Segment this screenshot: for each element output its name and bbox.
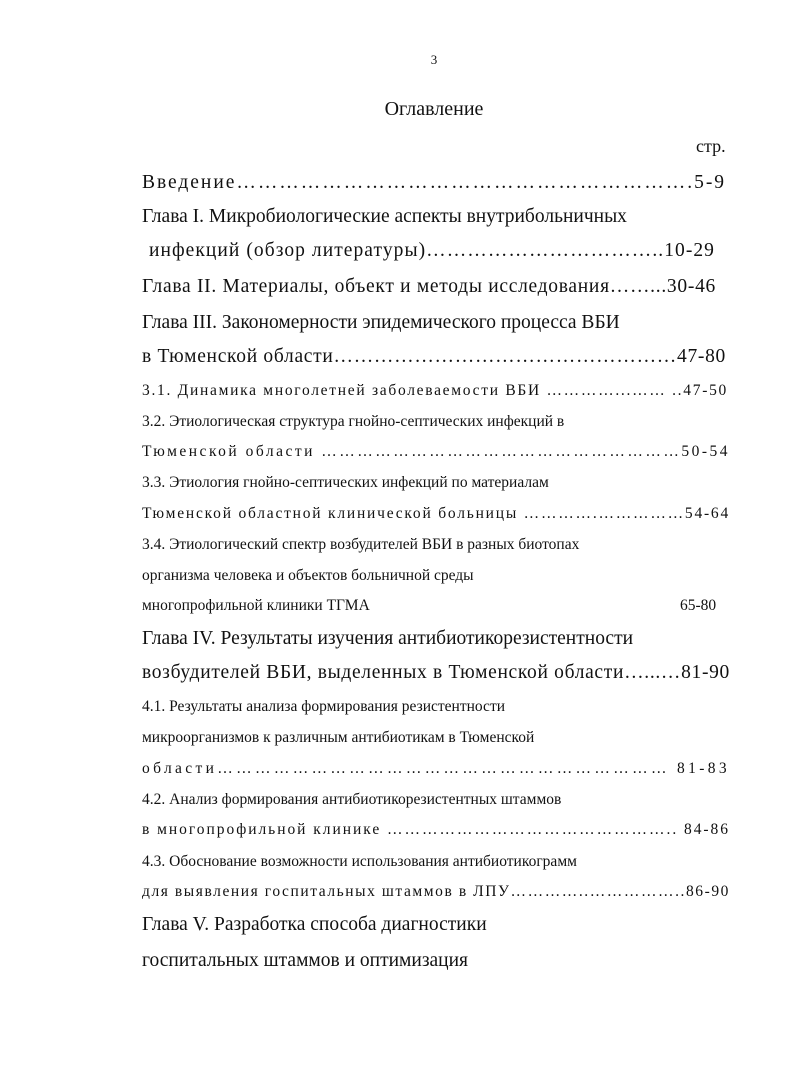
- toc-entry-3-1: 3.1. Динамика многолетней заболеваемости ВБИ …………...…… ..47-50: [142, 382, 728, 399]
- toc-entry-3-2: 3.2. Этиологическая структура гнойно-септических инфекций в: [142, 413, 565, 430]
- toc-entry-4-1: 4.1. Результаты анализа формирования резистентности: [142, 698, 506, 715]
- toc-entry-chapter-5: Глава V. Разработка способа диагностики: [142, 914, 487, 935]
- toc-entry-3-2-cont: Тюменской области ……………………………………………………50-54: [142, 443, 730, 460]
- page-number: 3: [430, 52, 438, 67]
- toc-entry-chapter-4-cont: возбудителей ВБИ, выделенных в Тюменской области…...…81-90: [142, 662, 730, 683]
- toc-entry-chapter-2: Глава II. Материалы, объект и методы исследования……...30-46: [142, 276, 716, 297]
- toc-entry-3-4: 3.4. Этиологический спектр возбудителей ВБИ в разных биотопах: [142, 536, 580, 553]
- toc-entry-introduction: Введение……………………………………………………….5-9: [142, 172, 726, 193]
- toc-entry-3-3: 3.3. Этиология гнойно-септических инфекций по материалам: [142, 474, 549, 491]
- toc-entry-3-4-cont-2: многопрофильной клиники ТГМА: [142, 597, 370, 614]
- toc-entry-4-3: 4.3. Обоснование возможности использования антибиотикограмм: [142, 853, 577, 870]
- toc-entry-3-4-pages: 65-80: [680, 597, 717, 614]
- toc-entry-4-2-cont: в многопрофильной клинике ………………………………………….. 84-86: [142, 821, 730, 838]
- toc-entry-chapter-3: Глава III. Закономерности эпидемического процесса ВБИ: [142, 312, 620, 333]
- toc-entry-chapter-5-cont: госпитальных штаммов и оптимизация: [142, 950, 469, 971]
- toc-title: Оглавление: [384, 98, 484, 120]
- toc-entry-3-4-cont: организма человека и объектов больничной среды: [142, 567, 474, 584]
- toc-entry-4-3-cont: для выявления госпитальных штаммов в ЛПУ…………..……………..86-90: [142, 883, 730, 900]
- toc-entry-chapter-3-cont: в Тюменской области……………………………………………47-80: [142, 346, 726, 367]
- toc-entry-4-1-cont: микроорганизмов к различным антибиотикам в Тюменской: [142, 729, 535, 746]
- page-column-label: стр.: [696, 136, 726, 156]
- toc-entry-4-1-cont-2: области……………………………………………………………… 81-83: [142, 760, 730, 777]
- toc-entry-3-3-cont: Тюменской областной клинической больницы ………….……………54-64: [142, 505, 730, 522]
- toc-entry-chapter-4: Глава IV. Результаты изучения антибиотикорезистентности: [142, 628, 634, 649]
- toc-entry-4-2: 4.2. Анализ формирования антибиотикорезистентных штаммов: [142, 791, 562, 808]
- toc-entry-chapter-1: Глава I. Микробиологические аспекты внутрибольничных: [142, 206, 627, 227]
- toc-entry-chapter-1-cont: инфекций (обзор литературы)……………………………..10-29: [149, 240, 715, 261]
